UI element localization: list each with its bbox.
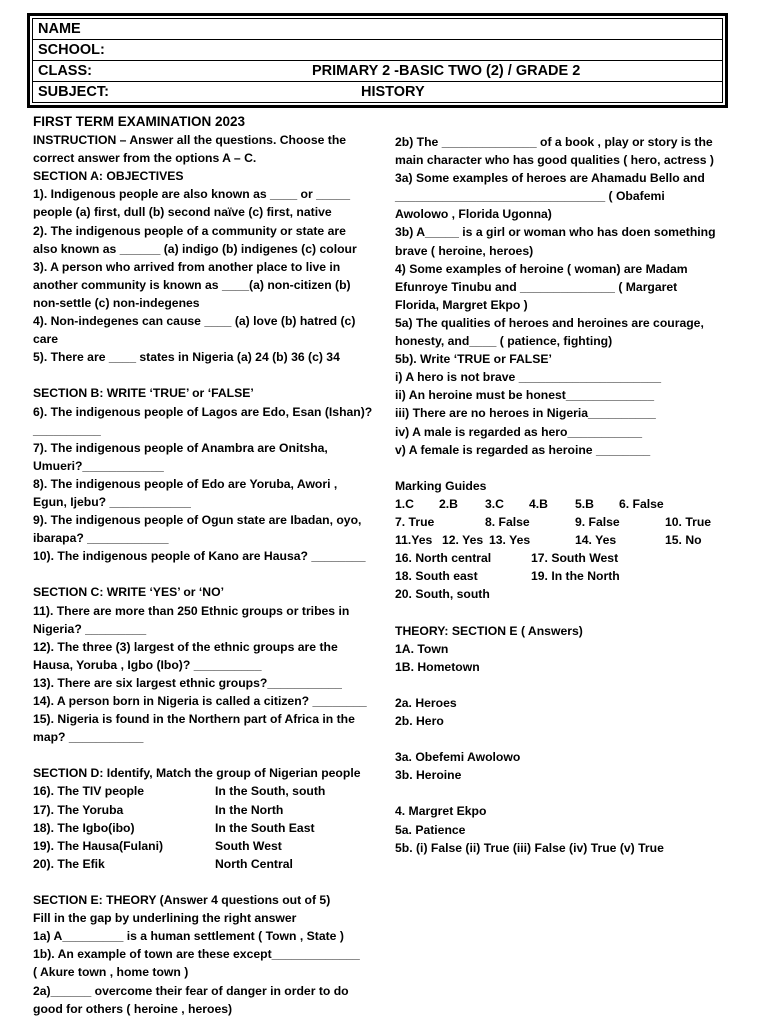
marking-row xyxy=(395,549,740,567)
question-line: 3b) A_____ is a girl or woman who has doen something xyxy=(395,225,716,240)
spacer xyxy=(33,366,383,384)
instruction-line: correct answer from the options A – C. xyxy=(33,151,257,166)
question-line: 15). Nigeria is found in the Northern part of Africa in the xyxy=(33,712,355,727)
theory-answer: 5b. (i) False (ii) True (iii) False (iv) True (v) True xyxy=(395,840,664,855)
match-location: In the South East xyxy=(215,820,315,835)
question-line: 7). The indigenous people of Anambra are Onitsha, xyxy=(33,440,328,455)
subject-row xyxy=(33,82,722,102)
spacer xyxy=(395,459,740,477)
question-line: Efunroye Tinubu and ______________ ( Margaret xyxy=(395,279,678,294)
answer-key: 13. Yes xyxy=(489,533,531,548)
question-line: Nigeria? _________ xyxy=(33,621,147,636)
theory-answer: 3b. Heroine xyxy=(395,768,462,783)
left-column xyxy=(33,113,383,1018)
match-location: In the South, south xyxy=(215,784,326,799)
theory-answer: 4. Margret Ekpo xyxy=(395,804,487,819)
question-line: _______________________________ ( Obafemi xyxy=(395,189,665,204)
section-c-heading: SECTION C: WRITE ‘YES’ or ‘NO’ xyxy=(33,585,224,600)
answer-key: 9. False xyxy=(575,514,620,529)
question-line: iv) A male is regarded as hero___________ xyxy=(395,424,643,439)
question-line: 11). There are more than 250 Ethnic groups or tribes in xyxy=(33,603,350,618)
question-line: people (a) first, dull (b) second naïve (c) first, native xyxy=(33,205,332,220)
name-row xyxy=(33,19,722,40)
question-line: 6). The indigenous people of Lagos are Edo, Esan (Ishan)? xyxy=(33,404,373,419)
student-info-table xyxy=(32,18,723,103)
theory-answer: 1B. Hometown xyxy=(395,659,480,674)
answer-key: 7. True xyxy=(395,514,435,529)
match-people: 18). The Igbo(ibo) xyxy=(33,820,135,835)
match-row xyxy=(33,782,383,800)
instruction-line: INSTRUCTION – Answer all the questions. Choose the xyxy=(33,133,347,148)
question-line: 3a) Some examples of heroes are Ahamadu Bello and xyxy=(395,171,705,186)
question-line: another community is known as ____(a) non-citizen (b) xyxy=(33,277,351,292)
subject-value: HISTORY xyxy=(361,84,425,100)
match-people: 16). The TIV people xyxy=(33,784,145,799)
school-label: SCHOOL: xyxy=(38,42,105,58)
name-label: NAME xyxy=(38,21,81,37)
question-line: 2). The indigenous people of a community or state are xyxy=(33,223,346,238)
answer-key: 1.C xyxy=(395,496,414,511)
spacer xyxy=(395,784,740,802)
answer-key: 18. South east xyxy=(395,569,478,584)
question-line: Egun, Ijebu? ____________ xyxy=(33,494,191,509)
question-line: 8). The indigenous people of Edo are Yoruba, Awori , xyxy=(33,476,338,491)
match-row xyxy=(33,819,383,837)
question-line: ii) An heroine must be honest_____________ xyxy=(395,388,654,403)
question-line: i) A hero is not brave _____________________ xyxy=(395,370,662,385)
question-line: 1b). An example of town are these except_____________ xyxy=(33,947,360,962)
question-line: also known as ______ (a) indigo (b) indigenes (c) colour xyxy=(33,241,357,256)
answer-key: 5.B xyxy=(575,496,594,511)
question-line: iii) There are no heroes in Nigeria__________ xyxy=(395,406,656,421)
exam-title: FIRST TERM EXAMINATION 2023 xyxy=(33,114,246,129)
theory-answers-heading: THEORY: SECTION E ( Answers) xyxy=(395,623,583,638)
answer-key: 3.C xyxy=(485,496,504,511)
match-location: South West xyxy=(215,838,282,853)
answer-key: 2.B xyxy=(439,496,458,511)
match-people: 20). The Efik xyxy=(33,856,105,871)
question-line: 1a) A_________ is a human settlement ( Town , State ) xyxy=(33,929,344,944)
spacer xyxy=(33,873,383,891)
question-line: 4) Some examples of heroine ( woman) are Madam xyxy=(395,261,688,276)
answer-key: 4.B xyxy=(529,496,548,511)
answer-key: 10. True xyxy=(665,514,712,529)
marking-row xyxy=(395,531,740,549)
question-line: ibarapa? ____________ xyxy=(33,531,169,546)
spacer xyxy=(33,565,383,583)
section-d-heading: SECTION D: Identify, Match the group of Nigerian people xyxy=(33,766,361,781)
section-b-heading: SECTION B: WRITE ‘TRUE’ or ‘FALSE’ xyxy=(33,386,254,401)
right-column xyxy=(395,133,740,857)
spacer xyxy=(395,676,740,694)
question-line: ( Akure town , home town ) xyxy=(33,965,189,980)
question-line: care xyxy=(33,332,59,347)
question-line: 5a) The qualities of heroes and heroines are courage, xyxy=(395,315,704,330)
section-e-heading: SECTION E: THEORY (Answer 4 questions out of 5) xyxy=(33,893,331,908)
answer-key: 20. South, south xyxy=(395,587,490,602)
question-line: 2b) The ______________ of a book , play or story is the xyxy=(395,135,713,149)
question-line: v) A female is regarded as heroine ________ xyxy=(395,442,651,457)
class-value: PRIMARY 2 -BASIC TWO (2) / GRADE 2 xyxy=(312,63,581,79)
question-line: 10). The indigenous people of Kano are Hausa? ________ xyxy=(33,549,366,564)
question-line: 3). A person who arrived from another place to live in xyxy=(33,259,341,274)
marking-row xyxy=(395,567,740,585)
match-row xyxy=(33,837,383,855)
spacer xyxy=(395,603,740,621)
answer-key: 11.Yes xyxy=(395,533,433,548)
class-label: CLASS: xyxy=(38,63,92,79)
question-line: 2a)______ overcome their fear of danger in order to do xyxy=(33,983,349,998)
answer-key: 16. North central xyxy=(395,551,492,566)
school-row xyxy=(33,40,722,61)
question-line: 14). A person born in Nigeria is called a citizen? ________ xyxy=(33,694,367,708)
answer-key: 6. False xyxy=(619,496,664,511)
question-line: Awolowo , Florida Ugonna) xyxy=(395,207,552,222)
student-info-box xyxy=(27,13,728,108)
question-line: 5b). Write ‘TRUE or FALSE’ xyxy=(395,352,552,367)
question-line: Umueri?____________ xyxy=(33,458,164,473)
marking-guide-heading: Marking Guides xyxy=(395,478,487,493)
theory-answer: 3a. Obefemi Awolowo xyxy=(395,750,521,765)
question-line: 12). The three (3) largest of the ethnic groups are the xyxy=(33,639,338,654)
theory-answer: 1A. Town xyxy=(395,641,449,656)
answer-key: 15. No xyxy=(665,533,702,548)
theory-answer: 2a. Heroes xyxy=(395,695,457,710)
question-line: brave ( heroine, heroes) xyxy=(395,243,534,258)
subject-label: SUBJECT: xyxy=(38,84,109,100)
question-line: 13). There are six largest ethnic groups?___________ xyxy=(33,675,342,690)
question-line: map? ___________ xyxy=(33,730,144,745)
match-location: In the North xyxy=(215,802,284,817)
class-row xyxy=(33,61,722,82)
match-location: North Central xyxy=(215,856,293,871)
answer-key: 14. Yes xyxy=(575,533,617,548)
question-line: 5). There are ____ states in Nigeria (a) 24 (b) 36 (c) 34 xyxy=(33,350,340,365)
spacer xyxy=(33,746,383,764)
question-line: __________ xyxy=(33,422,101,437)
theory-answer: 2b. Hero xyxy=(395,714,444,728)
theory-answer: 5a. Patience xyxy=(395,822,466,837)
question-line: main character who has good qualities ( hero, actress ) xyxy=(395,153,714,168)
section-a-heading: SECTION A: OBJECTIVES xyxy=(33,169,184,184)
answer-key: 12. Yes xyxy=(442,533,484,548)
question-line: honesty, and____ ( patience, fighting) xyxy=(395,334,613,349)
question-line: Fill in the gap by underlining the right answer xyxy=(33,911,297,926)
marking-row xyxy=(395,495,740,513)
question-line: good for others ( heroine , heroes) xyxy=(33,1001,233,1016)
question-line: 4). Non-indegenes can cause ____ (a) love (b) hatred (c) xyxy=(33,314,356,329)
match-people: 17). The Yoruba xyxy=(33,802,124,817)
answer-key: 17. South West xyxy=(531,551,619,566)
question-line: 1). Indigenous people are also known as ____ or _____ xyxy=(33,187,350,202)
question-line: Hausa, Yoruba , Igbo (Ibo)? __________ xyxy=(33,657,262,672)
spacer xyxy=(395,730,740,748)
match-row xyxy=(33,801,383,819)
question-line: 9). The indigenous people of Ogun state are Ibadan, oyo, xyxy=(33,513,362,528)
answer-key: 19. In the North xyxy=(531,569,620,584)
answer-key: 8. False xyxy=(485,514,530,529)
question-line: Florida, Margret Ekpo ) xyxy=(395,297,528,312)
match-people: 19). The Hausa(Fulani) xyxy=(33,838,164,853)
match-row xyxy=(33,855,383,873)
question-line: non-settle (c) non-indegenes xyxy=(33,295,200,310)
marking-row xyxy=(395,513,740,531)
